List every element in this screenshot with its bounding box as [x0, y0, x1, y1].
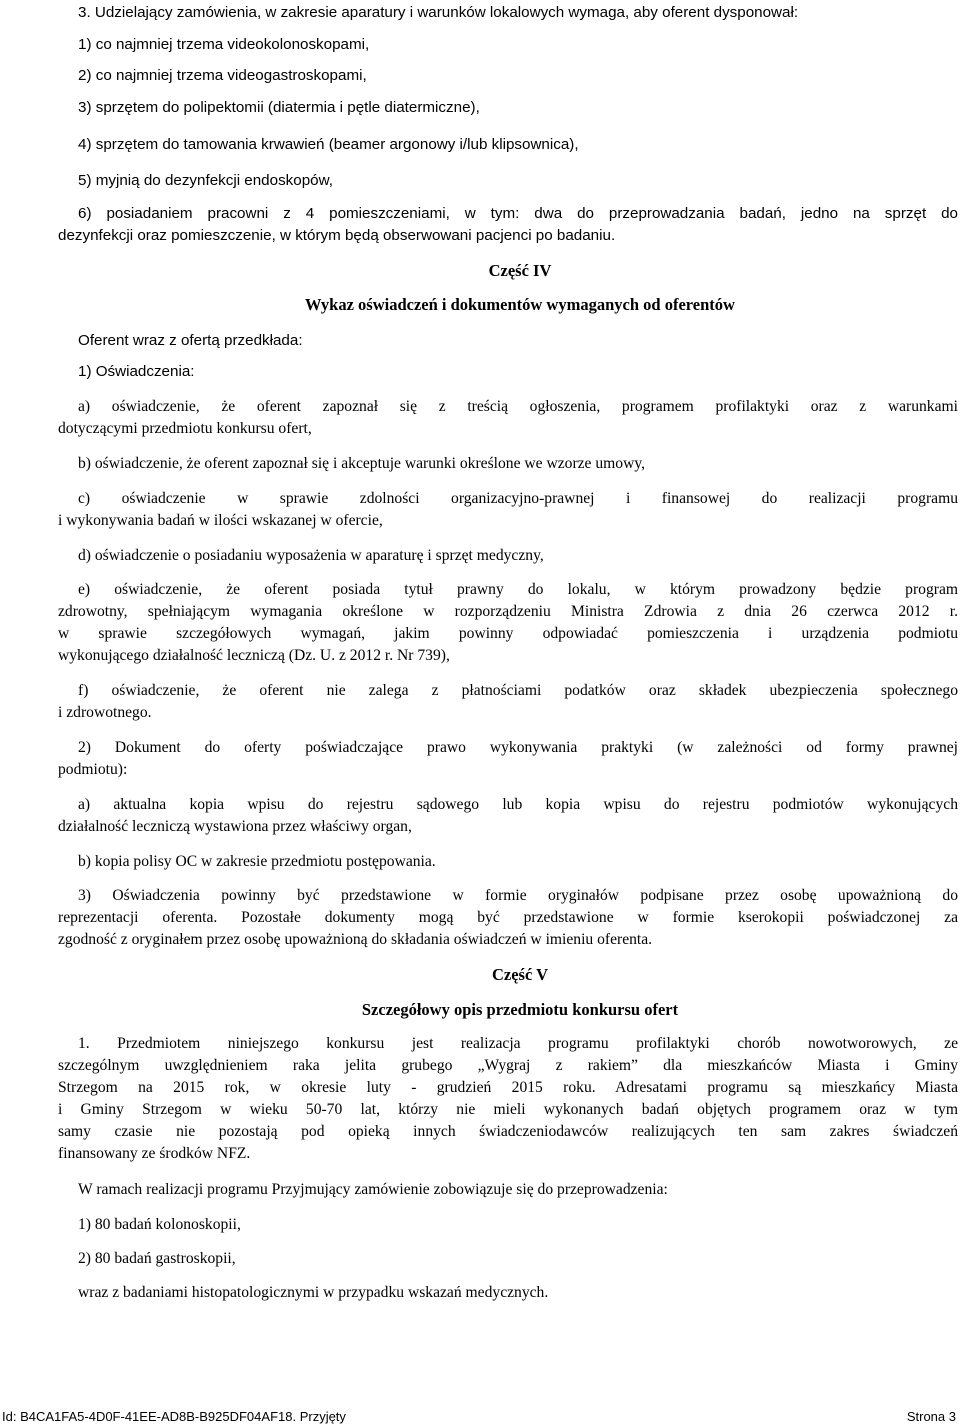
- declaration-a-line1: a) oświadczenie, że oferent zapoznał się z treścią ogłoszenia, programem profilaktyki oraz z warunkami: [78, 398, 958, 415]
- part5-para1-line2: szczególnym uwzględnieniem raka jelita grubego „Wygraj z rakiem” dla mieszkańców Miasta i Gminy: [58, 1057, 958, 1074]
- equipment-item-3: 3) sprzętem do polipektomii (diatermia i pętle diatermiczne),: [78, 99, 480, 116]
- declaration-e-line1: e) oświadczenie, że oferent posiada tytuł prawny do lokalu, w którym prowadzony będzie program: [78, 581, 958, 598]
- declaration-e-line2-wrap: [58, 601, 958, 623]
- part5-para1-line3-wrap: [58, 1077, 958, 1099]
- part5-para1-line2-wrap: [58, 1055, 958, 1077]
- equipment-item-5: 5) myjnią do dezynfekcji endoskopów,: [78, 172, 333, 189]
- declaration-d: d) oświadczenie o posiadaniu wyposażenia w aparaturę i sprzęt medyczny,: [78, 547, 544, 564]
- equipment-item-6: [78, 203, 958, 225]
- declaration-c-line1: c) oświadczenie w sprawie zdolności organizacyjno-prawnej i finansowej do realizacji programu: [78, 490, 958, 507]
- declaration-e-line4: wykonującego działalność leczniczą (Dz. U. z 2012 r. Nr 739),: [58, 647, 450, 664]
- part4-lead: Oferent wraz z ofertą przedkłada:: [78, 332, 303, 349]
- part5-para1-line5: samy czasie nie pozostają pod opieką innych świadczeniodawców realizujących ten sam zakres świadczeń: [58, 1123, 958, 1140]
- exam-item-2: 2) 80 badań gastroskopii,: [78, 1250, 236, 1267]
- declaration-f: [78, 680, 958, 702]
- equipment-item-6-line1: 6) posiadaniem pracowni z 4 pomieszczeniami, w tym: dwa do przeprowadzania badań, jedno na sprzęt do: [78, 205, 958, 222]
- part5-closing: wraz z badaniami histopatologicznymi w przypadku wskazań medycznych.: [78, 1284, 549, 1301]
- document-3-line3: zgodność z oryginałem przez osobę upoważnioną do składania oświadczeń w imieniu oferenta.: [58, 931, 653, 948]
- part5-para2: W ramach realizacji programu Przyjmujący zamówienie zobowiązuje się do przeprowadzenia:: [78, 1181, 668, 1198]
- document-3-line1: 3) Oświadczenia powinny być przedstawione w formie oryginałów podpisane przez osobę upoważnioną do: [78, 887, 958, 904]
- document-2a-line2: działalność leczniczą wystawiona przez właściwy organ,: [58, 818, 412, 835]
- declaration-e: [78, 579, 958, 601]
- part5-para1-line5-wrap: [58, 1121, 958, 1143]
- equipment-item-4: 4) sprzętem do tamowania krwawień (beamer argonowy i/lub klipsownica),: [78, 136, 579, 153]
- part4-subheading: Wykaz oświadczeń i dokumentów wymaganych od oferentów: [305, 295, 735, 314]
- document-3-line2-wrap: [58, 907, 958, 929]
- declaration-e-line3: w sprawie szczegółowych wymagań, jakim powinny odpowiadać pomieszczenia i urządzenia podmiotu: [58, 625, 958, 642]
- part5-para1: [78, 1033, 958, 1055]
- declaration-e-line3-wrap: [58, 623, 958, 645]
- page-number: Strona 3: [906, 1409, 956, 1424]
- document-2a: [78, 794, 958, 816]
- exam-item-1: 1) 80 badań kolonoskopii,: [78, 1216, 241, 1233]
- part5-subheading: Szczegółowy opis przedmiotu konkursu ofert: [361, 1000, 679, 1019]
- part5-para1-line6: finansowany ze środków NFZ.: [58, 1145, 251, 1162]
- section3-intro: 3. Udzielający zamówienia, w zakresie aparatury i warunków lokalowych wymaga, aby oferent dysponował:: [78, 4, 799, 21]
- part5-heading: Część V: [491, 965, 549, 984]
- declaration-f-line1: f) oświadczenie, że oferent nie zalega z płatnościami podatków oraz składek ubezpieczenia społecznego: [78, 682, 958, 699]
- part5-para1-line4-wrap: [58, 1099, 958, 1121]
- part5-para1-line4: i Gminy Strzegom w wieku 50-70 lat, którzy nie mieli wykonanych badań objętych programem oraz w tym: [58, 1101, 958, 1118]
- part5-para1-line1: 1. Przedmiotem niniejszego konkursu jest realizacja programu profilaktyki chorób nowotworowych, ze: [78, 1035, 958, 1052]
- document-2-line1: 2) Dokument do oferty poświadczające prawo wykonywania praktyki (w zależności od formy prawnej: [78, 739, 958, 756]
- equipment-item-2: 2) co najmniej trzema videogastroskopami,: [78, 67, 367, 84]
- part4-heading: Część IV: [488, 261, 552, 280]
- part5-para1-line3: Strzegom na 2015 rok, w okresie luty - grudzień 2015 roku. Adresatami programu są mieszkańcy Miasta: [58, 1079, 958, 1096]
- declaration-b: b) oświadczenie, że oferent zapoznał się i akceptuje warunki określone we wzorze umowy,: [78, 455, 646, 472]
- equipment-item-6-line2: dezynfekcji oraz pomieszczenie, w którym będą obserwowani pacjenci po badaniu.: [58, 227, 616, 244]
- document-2-line2: podmiotu):: [58, 761, 128, 778]
- declarations-heading: 1) Oświadczenia:: [78, 363, 195, 380]
- document-id: Id: B4CA1FA5-4D0F-41EE-AD8B-B925DF04AF18. Przyjęty: [2, 1409, 346, 1424]
- document-3-line2: reprezentacji oferenta. Pozostałe dokumenty mogą być przedstawione w formie kserokopii poświadczonej za: [58, 909, 958, 926]
- document-2b: b) kopia polisy OC w zakresie przedmiotu postępowania.: [78, 853, 436, 870]
- declaration-e-line2: zdrowotny, spełniającym wymagania określone w rozporządzeniu Ministra Zdrowia z dnia 26 czerwca 2012 r.: [58, 603, 958, 620]
- document-2a-line1: a) aktualna kopia wpisu do rejestru sądowego lub kopia wpisu do rejestru podmiotów wykonujących: [78, 796, 958, 813]
- declaration-f-line2: i zdrowotnego.: [58, 704, 152, 721]
- declaration-c: [78, 488, 958, 510]
- document-3: [78, 885, 958, 907]
- declaration-c-line2: i wykonywania badań w ilości wskazanej w ofercie,: [58, 512, 383, 529]
- declaration-a: [78, 396, 958, 418]
- declaration-a-line2: dotyczącymi przedmiotu konkursu ofert,: [58, 420, 312, 437]
- document-2: [78, 737, 958, 759]
- equipment-item-1: 1) co najmniej trzema videokolonoskopami,: [78, 36, 370, 53]
